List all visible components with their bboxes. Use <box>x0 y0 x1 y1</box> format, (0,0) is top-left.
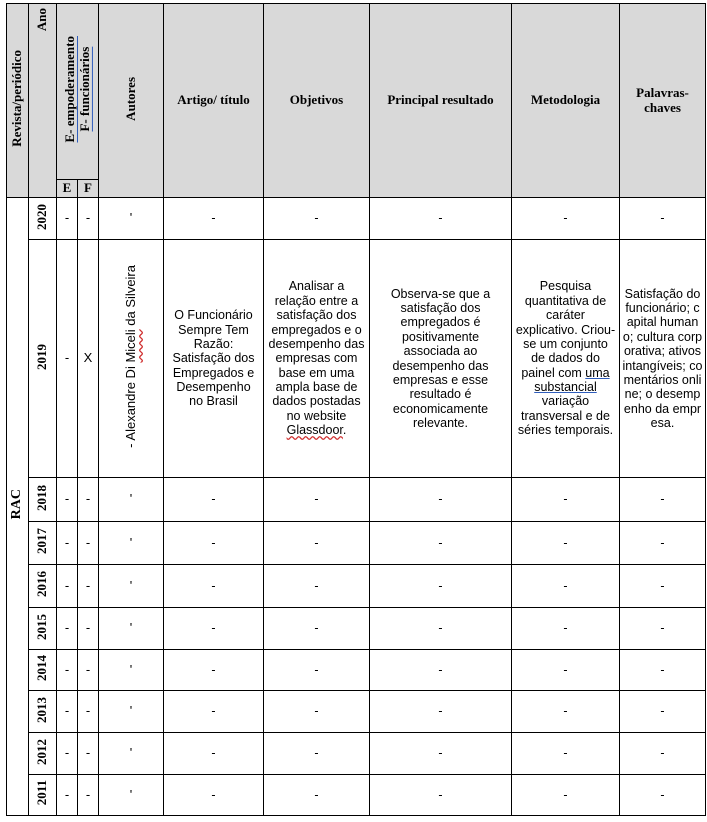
metodologia-cell: - <box>512 478 620 522</box>
metodologia-cell: - <box>512 565 620 608</box>
year-label: 2013 <box>34 696 50 723</box>
f-cell: - <box>78 691 99 733</box>
objetivos-wavy: Glassdoor <box>286 423 343 438</box>
artigo-cell: - <box>164 650 264 691</box>
artigo-cell: - <box>164 478 264 522</box>
objetivos-cell: - <box>264 691 370 733</box>
resultado-cell: - <box>370 691 512 733</box>
objetivos-cell: - <box>264 733 370 775</box>
artigo-cell: - <box>164 522 264 565</box>
e-cell: - <box>57 240 78 478</box>
year-cell <box>29 478 57 522</box>
f-cell: X <box>78 240 99 478</box>
objetivos-cell <box>264 240 370 478</box>
objetivos-pre: Analisar a relação entre a satisfação dos empregados e o desempenho das empresas com base em uma ampla base de dados postadas no website <box>268 279 365 423</box>
journal-name: RAC <box>9 489 25 520</box>
artigo-cell: - <box>164 733 264 775</box>
e-cell: - <box>57 522 78 565</box>
autores-cell: ' <box>99 733 164 775</box>
year-cell <box>29 522 57 565</box>
objetivos-cell: - <box>264 775 370 816</box>
palavras-cell: - <box>620 733 706 775</box>
metodologia-cell: - <box>512 733 620 775</box>
autores-pre: - Alexandre Di <box>122 362 138 448</box>
year-label: 2020 <box>34 203 50 230</box>
header-ef-label <box>63 36 93 143</box>
artigo-cell: - <box>164 565 264 608</box>
artigo-cell: O Funcionário Sempre Tem Razão: Satisfação dos Empregados e Desempenho no Brasil <box>164 240 264 478</box>
metodologia-cell: - <box>512 650 620 691</box>
palavras-cell: - <box>620 198 706 240</box>
metodologia-pre: Pesquisa quantitativa de caráter explicativo. Criou-se um conjunto de dados do painel com <box>515 279 616 380</box>
autores-cell: ' <box>99 650 164 691</box>
resultado-cell: - <box>370 650 512 691</box>
e-cell: - <box>57 775 78 816</box>
e-cell: - <box>57 565 78 608</box>
e-cell: - <box>57 691 78 733</box>
metodologia-cell: - <box>512 775 620 816</box>
year-cell <box>29 775 57 816</box>
year-label: 2012 <box>34 738 50 765</box>
resultado-cell: - <box>370 522 512 565</box>
autores-cell: ' <box>99 565 164 608</box>
table-row <box>7 240 706 478</box>
table-row <box>7 198 706 240</box>
table-row <box>7 691 706 733</box>
f-cell: - <box>78 733 99 775</box>
header-autores <box>99 4 164 198</box>
palavras-cell: - <box>620 565 706 608</box>
autores-cell: ' <box>99 198 164 240</box>
autores-cell: ' <box>99 608 164 650</box>
header-metodologia: Metodologia <box>512 4 620 198</box>
year-cell <box>29 650 57 691</box>
f-cell: - <box>78 650 99 691</box>
year-cell <box>29 565 57 608</box>
e-cell: - <box>57 733 78 775</box>
metodologia-cell: - <box>512 608 620 650</box>
e-cell: - <box>57 608 78 650</box>
header-ef-line1: E- empoderamento <box>61 36 77 143</box>
artigo-cell: - <box>164 608 264 650</box>
year-label: 2016 <box>34 571 50 598</box>
table-row <box>7 775 706 816</box>
autores-cell: ' <box>99 522 164 565</box>
resultado-cell: - <box>370 565 512 608</box>
objetivos-cell: - <box>264 650 370 691</box>
resultado-cell: - <box>370 608 512 650</box>
metodologia-post: variação transversal e de séries temporais. <box>517 394 614 438</box>
header-ano-label: Ano <box>34 8 50 32</box>
header-ano <box>29 4 57 198</box>
header-resultado: Principal resultado <box>370 4 512 198</box>
e-cell: - <box>57 650 78 691</box>
palavras-cell: - <box>620 608 706 650</box>
autores-cell: ' <box>99 775 164 816</box>
f-cell: - <box>78 478 99 522</box>
year-cell <box>29 608 57 650</box>
year-cell <box>29 198 57 240</box>
autores-cell: ' <box>99 691 164 733</box>
header-revista-label: Revista/periódico <box>9 50 25 147</box>
table-container <box>6 3 706 816</box>
resultado-cell: - <box>370 198 512 240</box>
f-cell: - <box>78 608 99 650</box>
objetivos-cell: - <box>264 198 370 240</box>
objetivos-cell: - <box>264 608 370 650</box>
header-palavras: Palavras-chaves <box>620 4 706 198</box>
table-row <box>7 565 706 608</box>
table-row <box>7 522 706 565</box>
autores-post: da Silveira <box>122 265 138 330</box>
resultado-cell: - <box>370 775 512 816</box>
metodologia-cell <box>512 240 620 478</box>
palavras-cell: - <box>620 650 706 691</box>
header-f: F <box>78 180 99 198</box>
year-label: 2017 <box>34 528 50 555</box>
table-row <box>7 608 706 650</box>
literature-review-table <box>6 3 706 816</box>
header-revista <box>7 4 29 198</box>
autores-text <box>124 265 139 448</box>
e-cell: - <box>57 478 78 522</box>
objetivos-cell: - <box>264 522 370 565</box>
f-cell: - <box>78 522 99 565</box>
year-label: 2015 <box>34 613 50 640</box>
resultado-cell: - <box>370 733 512 775</box>
artigo-cell: - <box>164 691 264 733</box>
f-cell: - <box>78 565 99 608</box>
header-ef-line2: F- funcionários <box>76 47 92 132</box>
header-e: E <box>57 180 78 198</box>
palavras-cell: - <box>620 522 706 565</box>
autores-wavy: Miceli <box>122 329 138 363</box>
palavras-cell: - <box>620 775 706 816</box>
header-objetivos: Objetivos <box>264 4 370 198</box>
year-label: 2011 <box>34 780 50 806</box>
header-artigo: Artigo/ título <box>164 4 264 198</box>
e-cell: - <box>57 198 78 240</box>
f-cell: - <box>78 775 99 816</box>
header-autores-label: Autores <box>122 76 138 121</box>
metodologia-cell: - <box>512 522 620 565</box>
objetivos-cell: - <box>264 478 370 522</box>
resultado-cell: Observa-se que a satisfação dos empregados é positivamente associada ao desempenho das empresas e esse resultado é economicamente relevante. <box>370 240 512 478</box>
artigo-cell: - <box>164 198 264 240</box>
metodologia-cell: - <box>512 198 620 240</box>
objetivos-cell: - <box>264 565 370 608</box>
table-row <box>7 478 706 522</box>
journal-cell <box>7 198 29 816</box>
table-row <box>7 650 706 691</box>
metodologia-cell: - <box>512 691 620 733</box>
f-cell: - <box>78 198 99 240</box>
year-cell <box>29 691 57 733</box>
resultado-cell: - <box>370 478 512 522</box>
year-cell <box>29 240 57 478</box>
table-row <box>7 733 706 775</box>
metodologia-ul: uma substancial <box>534 365 610 395</box>
objetivos-post: . <box>342 423 347 438</box>
palavras-cell: - <box>620 691 706 733</box>
palavras-cell: Satisfação do funcionário; capital humano; cultura corporativa; ativos intangíveis; comentários online; o desempenho da empresa. <box>620 240 706 478</box>
autores-cell: ' <box>99 478 164 522</box>
year-label: 2019 <box>34 343 50 370</box>
year-label: 2018 <box>34 484 50 511</box>
header-ef <box>57 4 99 180</box>
autores-cell <box>99 240 164 478</box>
year-label: 2014 <box>34 655 50 682</box>
artigo-cell: - <box>164 775 264 816</box>
palavras-cell: - <box>620 478 706 522</box>
year-cell <box>29 733 57 775</box>
